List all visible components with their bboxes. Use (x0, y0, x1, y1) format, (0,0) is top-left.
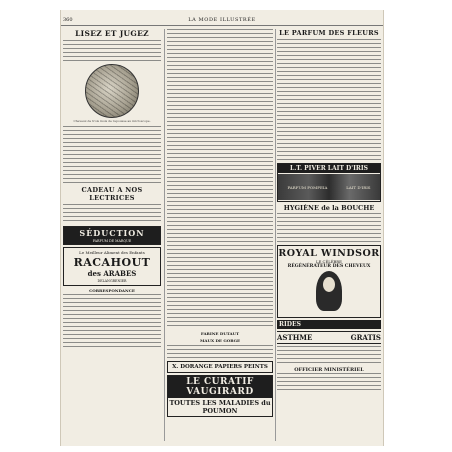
asthme-gratis: GRATIS (350, 333, 381, 342)
curatif-subtitle: TOUTES LES MALADIES du POUMON (169, 399, 271, 415)
article-text (167, 345, 273, 359)
column-middle (167, 29, 273, 441)
column-divider (164, 29, 165, 441)
officier-heading: OFFICIER MINISTÉRIEL (294, 367, 364, 373)
article-text (63, 126, 161, 186)
section-heading: CADEAU A NOS LECTRICES (81, 185, 143, 202)
page-title: LA MODE ILLUSTRÉE (188, 17, 256, 23)
dorange-name: X. DORANGE (172, 364, 213, 370)
racahout-subbrand: des ARABES (87, 268, 137, 278)
microscope-image (85, 64, 139, 118)
piver-ad (277, 163, 381, 202)
curatif-title: LE CURATIF VAUGIRARD (168, 376, 272, 398)
asthme-title: ASTHME (277, 333, 313, 342)
rides-ad: RIDES (277, 320, 381, 329)
hygiene-heading: HYGIÈNE de la BOUCHE (283, 204, 375, 212)
racahout-tagline: Le Meilleur Aliment des Enfants (79, 249, 145, 255)
magazine-page (60, 10, 384, 446)
article-heading: LE PARFUM DES FLEURS (279, 29, 379, 37)
correspondance-heading: CORRESPONDANCE (89, 287, 135, 293)
racahout-brand: RACAHOUT (73, 255, 151, 269)
royal-windsor-tagline: RÉGÉNÉRATEUR DES CHEVEUX (287, 264, 371, 269)
correspondance-text (63, 294, 161, 350)
article-text (167, 29, 273, 329)
article-text (277, 213, 381, 243)
piver-left-label: PARFUM POMPEIA (287, 184, 328, 190)
racahout-ad (63, 247, 161, 286)
article-text (277, 346, 381, 364)
article-text (277, 39, 381, 161)
figure-caption: Cheveux de trois mois de repousse au microscope. (73, 119, 151, 123)
royal-windsor-title: ROYAL WINDSOR (278, 248, 380, 259)
papiers-peints-ad (167, 361, 273, 373)
papiers-peints-label: PAPIERS PEINTS (214, 364, 268, 370)
piver-right-label: LAIT D'IRIS (346, 184, 371, 190)
seduction-subtitle: PARFUM DE MARQUE (64, 239, 160, 244)
piver-product-image (278, 174, 380, 200)
article-text (63, 40, 161, 62)
woman-portrait-illustration (312, 271, 346, 315)
column-left (63, 29, 161, 441)
piver-brand: L.T. PIVER LAIT D'IRIS (278, 164, 380, 173)
maux-de-gorge-ad: MAUX DE GORGE (199, 338, 241, 343)
farine-ad: FARINE DUTAUT (200, 331, 240, 336)
seduction-ad (63, 226, 161, 245)
curatif-ad (167, 375, 273, 417)
column-right (277, 29, 381, 441)
royal-windsor-subtitle: LE CÉLÈBRE (316, 259, 342, 264)
page-number: 360 (63, 17, 73, 23)
royal-windsor-ad (277, 245, 381, 318)
article-heading: LISEZ ET JUGEZ (75, 29, 149, 38)
article-text (63, 204, 161, 224)
seduction-title: SÉDUCTION (64, 227, 160, 239)
microscope-illustration (63, 64, 161, 118)
column-divider (275, 29, 276, 441)
asthme-ad (277, 331, 381, 344)
racahout-maker: DELANGRENIER (97, 278, 127, 283)
article-text (277, 373, 381, 393)
page-header (61, 16, 383, 26)
